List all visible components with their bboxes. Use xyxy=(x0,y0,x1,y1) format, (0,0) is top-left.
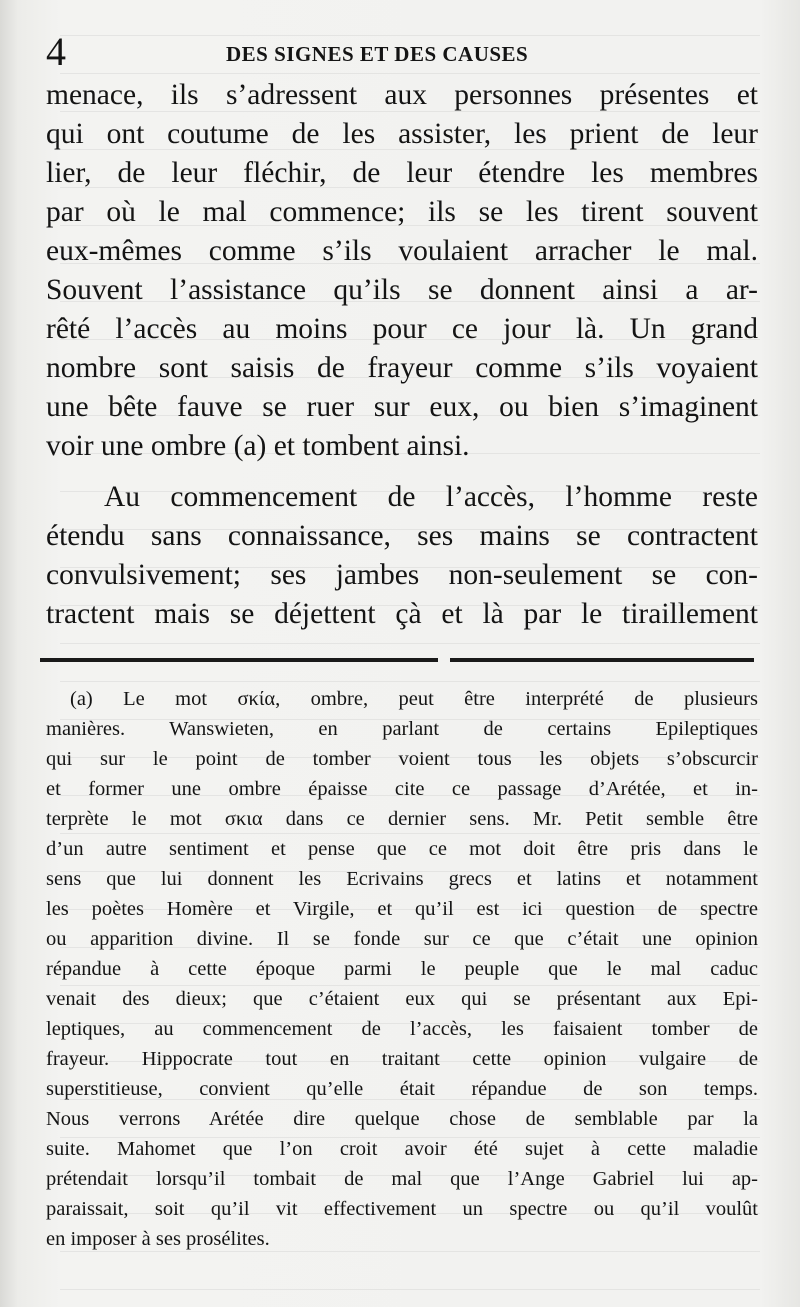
page-header xyxy=(46,30,756,74)
text-line: Au commencement de l’accès, l’homme reste xyxy=(104,481,758,513)
text-line: voir une ombre (a) et tombent ainsi. xyxy=(46,430,470,462)
footnote-line: (a) Le mot σκία, ombre, peut être interprété de plusieurs xyxy=(70,688,758,710)
footnote-line: frayeur. Hippocrate tout en traitant cette opinion vulgaire de xyxy=(46,1048,758,1070)
footnote-line: leptiques, au commencement de l’accès, les faisaient tomber de xyxy=(46,1018,758,1040)
footnote-line: et former une ombre épaisse cite ce passage d’Arétée, et in- xyxy=(46,778,758,800)
footnote-line: terprète le mot σκια dans ce dernier sens. Mr. Petit semble être xyxy=(46,808,758,830)
text-line: lier, de leur fléchir, de leur étendre les membres xyxy=(46,157,758,189)
separator-rule xyxy=(40,658,438,662)
text-line: par où le mal commence; ils se les tirent souvent xyxy=(46,196,758,228)
footnote-line: en imposer à ses prosélites. xyxy=(46,1228,270,1250)
text-line: Souvent l’assistance qu’ils se donnent ainsi a ar- xyxy=(46,274,758,306)
footnote-line: qui sur le point de tomber voient tous les objets s’obscurcir xyxy=(46,748,758,770)
separator-rule xyxy=(450,658,754,662)
footnote-line: ou apparition divine. Il se fonde sur ce que c’était une opinion xyxy=(46,928,758,950)
footnote-line: venait des dieux; que c’étaient eux qui se présentant aux Epi- xyxy=(46,988,758,1010)
footnote-line: sens que lui donnent les Ecrivains grecs et latins et notamment xyxy=(46,868,758,890)
footnote-line: paraissait, soit qu’il vit effectivement un spectre ou qu’il voulût xyxy=(46,1198,758,1220)
text-line: convulsivement; ses jambes non-seulement se con- xyxy=(46,559,758,591)
paragraph xyxy=(46,478,758,634)
footnote-line: les poètes Homère et Virgile, et qu’il est ici question de spectre xyxy=(46,898,758,920)
text-line: une bête fauve se ruer sur eux, ou bien s’imaginent xyxy=(46,391,758,423)
text-line: nombre sont saisis de frayeur comme s’ils voyaient xyxy=(46,352,758,384)
footnote-line: prétendait lorsqu’il tombait de mal que l’Ange Gabriel lui ap- xyxy=(46,1168,758,1190)
footnote-line: d’un autre sentiment et pense que ce mot doit être pris dans le xyxy=(46,838,758,860)
paragraph xyxy=(46,76,758,466)
text-line: tractent mais se déjettent çà et là par le tiraillement xyxy=(46,598,758,630)
footnote-line: répandue à cette époque parmi le peuple que le mal caduc xyxy=(46,958,758,980)
text-line: rêté l’accès au moins pour ce jour là. Un grand xyxy=(46,313,758,345)
text-line: eux-mêmes comme s’ils voulaient arracher le mal. xyxy=(46,235,758,267)
footnote-separator xyxy=(40,658,754,668)
text-line: étendu sans connaissance, ses mains se contractent xyxy=(46,520,758,552)
footnote-line: manières. Wanswieten, en parlant de certains Epileptiques xyxy=(46,718,758,740)
footnote-line: superstitieuse, convient qu’elle était répandue de son temps. xyxy=(46,1078,758,1100)
text-line: qui ont coutume de les assister, les prient de leur xyxy=(46,118,758,150)
main-text xyxy=(46,76,758,634)
footnote-line: Nous verrons Arétée dire quelque chose de semblable par la xyxy=(46,1108,758,1130)
running-head: DES SIGNES ET DES CAUSES xyxy=(226,42,529,66)
footnote xyxy=(46,684,758,1254)
footnote-line: suite. Mahomet que l’on croit avoir été sujet à cette maladie xyxy=(46,1138,758,1160)
text-line: menace, ils s’adressent aux personnes présentes et xyxy=(46,79,758,111)
page-number: 4 xyxy=(46,29,66,74)
paragraph-gap xyxy=(46,466,758,478)
